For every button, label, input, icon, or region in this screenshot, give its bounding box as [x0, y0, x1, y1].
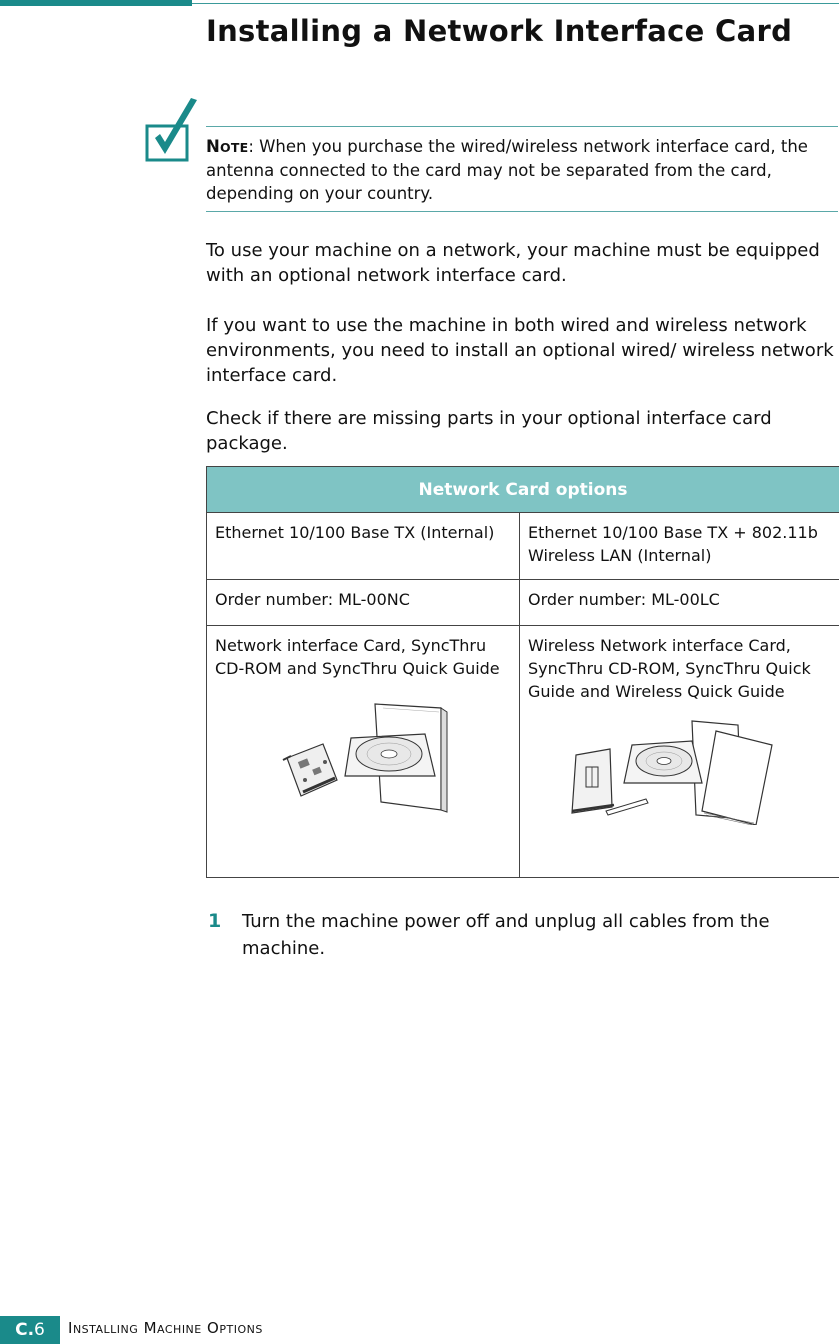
table-cell: Ethernet 10/100 Base TX (Internal) [207, 513, 520, 580]
note-block: NOTE: When you purchase the wired/wireless network interface card, the antenna connected to the card may not be separated from the card, depending on your country. [206, 137, 808, 203]
paragraph-2: If you want to use the machine in both wired and wireless network environments, you need to install an optional wired/ wireless network interface card. [206, 315, 834, 386]
table-row [207, 580, 839, 626]
network-card-kit-illustration [279, 694, 479, 814]
page-number-badge: C.6 [0, 1316, 60, 1344]
paragraph-3: Check if there are missing parts in your optional interface card package. [206, 408, 772, 454]
note-rule-top [206, 126, 838, 127]
note-label: NOTE [206, 137, 249, 156]
table-cell [520, 626, 839, 878]
top-accent-bar [0, 0, 192, 6]
step-text: Turn the machine power off and unplug all cables from the machine. [242, 911, 770, 959]
note-rule-bottom [206, 211, 838, 212]
footer-section-title: INSTALLING MACHINE OPTIONS [68, 1319, 263, 1337]
table-cell: Order number: ML-00LC [520, 580, 839, 626]
network-card-options-table [206, 466, 839, 878]
checkmark-icon [145, 96, 203, 166]
page-title: Installing a Network Interface Card [206, 14, 793, 48]
note-text: When you purchase the wired/wireless network interface card, the antenna connected to the card may not be separated from the card, depending on your country. [206, 137, 808, 203]
step-number: 1 [208, 910, 222, 932]
table-cell: Order number: ML-00NC [207, 580, 520, 626]
table-row [207, 626, 839, 878]
wireless-card-kit-illustration [566, 715, 786, 825]
table-cell: Ethernet 10/100 Base TX + 802.11b Wireless LAN (Internal) [520, 513, 839, 580]
table-cell-text: Wireless Network interface Card, SyncThru CD-ROM, SyncThru Quick Guide and Wireless Quick Guide [528, 636, 811, 701]
table-header: Network Card options [207, 467, 839, 513]
table-cell [207, 626, 520, 878]
table-cell-text: Network interface Card, SyncThru CD-ROM and SyncThru Quick Guide [215, 636, 500, 678]
paragraph-1: To use your machine on a network, your machine must be equipped with an optional network interface card. [206, 240, 820, 286]
table-row [207, 513, 839, 580]
